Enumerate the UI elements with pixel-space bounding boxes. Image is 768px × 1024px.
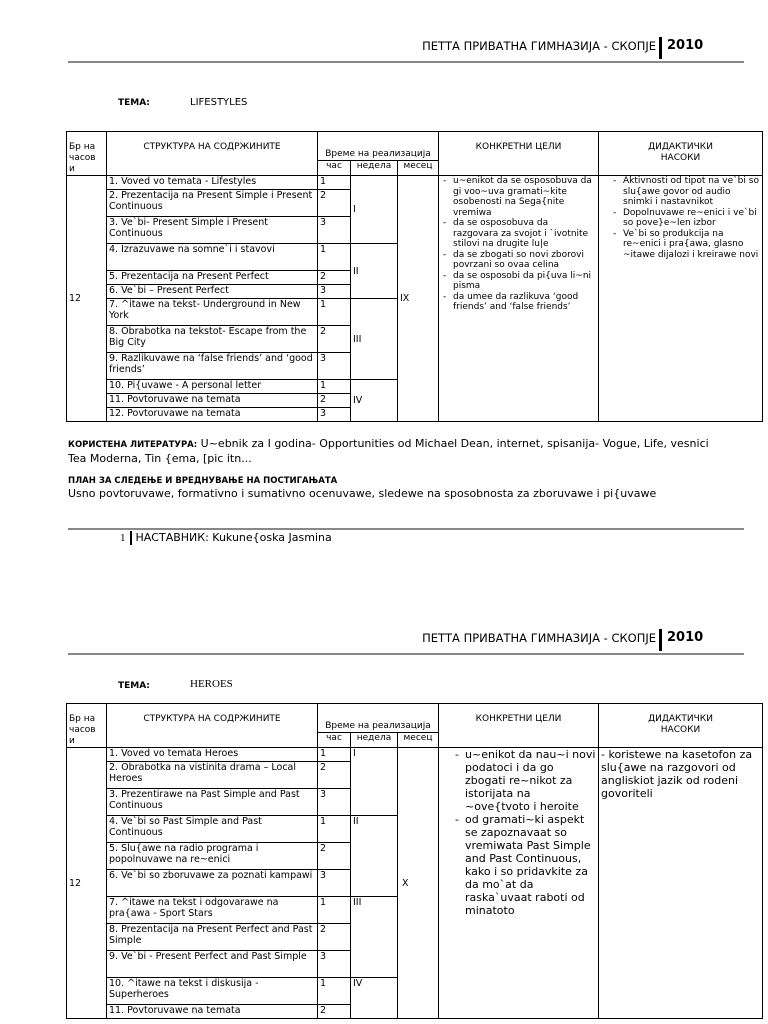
- goal-item: - da se osposobi da pi{uva li~ni pisma: [453, 271, 596, 292]
- col-didactic-header: ДИДАКТИЧКИ НАСОКИ: [599, 704, 763, 748]
- cas-cell: 3: [318, 217, 351, 244]
- page1-header: [0, 37, 768, 67]
- month-cell: X: [398, 748, 439, 1019]
- col-mesec-header: месец: [398, 160, 439, 175]
- content-row: 12. Povtoruvawe na temata: [107, 408, 318, 422]
- plan-text: Usno povtoruvawe, formativno i sumativno ocenuvawe, sledewe na sposobnosta za zboruvawe i pi{uvawe: [68, 487, 657, 500]
- literature-text: U~ebnik za I godina- Opportunities od Michael Dean, internet, spisanija- Vogue, Life, vesnici Tea Moderna, Tin {ema, [pic itn...: [68, 437, 709, 465]
- col-structure-header: СТРУКТУРА НА СОДРЖИНИТЕ: [107, 704, 318, 748]
- goal-item: - od gramati~ki aspekt se zapoznavaat so vremiwata Past Simple and Past Continuous, kako i so pridavkite za da mo`at da raska`uvaat raboti od minatoto: [465, 813, 596, 917]
- col-nedela-header: недела: [351, 732, 398, 747]
- col-cas-header: час: [318, 732, 351, 747]
- didactic-item: - Dopolnuvawe re~enici i ve`bi so pove}e~len izbor: [623, 208, 760, 229]
- literature: [68, 437, 728, 466]
- content-row: 11. Povtoruvawe na temata: [107, 1005, 318, 1019]
- col-goals-header: КОНКРЕТНИ ЦЕЛИ: [439, 132, 599, 176]
- content-row: 8. Prezentacija na Present Perfect and Past Simple: [107, 924, 318, 951]
- plan-label: ПЛАН ЗА СЛЕДЕЊЕ И ВРЕДНУВАЊЕ НА ПОСТИГАЊАТА: [68, 476, 338, 486]
- cas-cell: 3: [318, 951, 351, 978]
- week-cell: III: [351, 897, 398, 978]
- cas-cell: 2: [318, 326, 351, 353]
- week-cell: IV: [351, 978, 398, 1019]
- col-time-header: Време на реализација: [318, 704, 439, 733]
- literature-label: КОРИСТЕНА ЛИТЕРАТУРА:: [68, 440, 198, 450]
- content-row: 5. Slu{awe na radio programa i popolnuvawe na re~enici: [107, 843, 318, 870]
- cas-cell: 2: [318, 762, 351, 789]
- goal-item: - da umee da razlikuva ‘good friends’ and ‘false friends’: [453, 292, 596, 313]
- goal-item: - u~enikot da nau~i novi podatoci i da go zbogati re~nikot za istorijata na ~ove{tvoto i heroite: [465, 748, 596, 813]
- page-footer: [120, 531, 332, 545]
- col-didactic-header: ДИДАКТИЧКИ НАСОКИ: [599, 132, 763, 176]
- week-cell: I: [351, 748, 398, 816]
- cas-cell: 1: [318, 816, 351, 843]
- header-divider: [659, 629, 662, 651]
- cas-cell: 3: [318, 789, 351, 816]
- cas-cell: 2: [318, 1005, 351, 1019]
- col-structure-header: СТРУКТУРА НА СОДРЖИНИТЕ: [107, 132, 318, 176]
- page-number: 1: [120, 532, 126, 544]
- content-row: 11. Povtoruvawe na temata: [107, 394, 318, 408]
- cas-cell: 1: [318, 380, 351, 394]
- content-row: 8. Obrabotka na tekstot- Escape from the Big City: [107, 326, 318, 353]
- goals-cell: [439, 748, 599, 1019]
- cas-cell: 1: [318, 176, 351, 190]
- content-row: 2. Prezentacija na Present Simple i Present Continuous: [107, 190, 318, 217]
- content-row: 10. Pi{uvawe - A personal letter: [107, 380, 318, 394]
- cas-cell: 1: [318, 299, 351, 326]
- goal-item: - da se zbogati so novi zborovi povrzani so ovaa celina: [453, 250, 596, 271]
- content-row: 2. Obrabotka na vistinita drama – Local Heroes: [107, 762, 318, 789]
- cas-cell: 3: [318, 285, 351, 299]
- header-divider: [659, 37, 662, 59]
- content-row: 6. Ve`bi so zboruvawe za poznati kampawi: [107, 870, 318, 897]
- hours-total: 12: [67, 176, 107, 422]
- header-year: 2010: [667, 630, 704, 645]
- plan-table-2: [66, 703, 763, 1019]
- col-time-header: Време на реализација: [318, 132, 439, 161]
- teacher-name: НАСТАВНИК: Kukune{oska Jasmina: [135, 531, 332, 544]
- cas-cell: 3: [318, 870, 351, 897]
- cas-cell: 1: [318, 748, 351, 762]
- goal-item: - u~enikot da se osposobuva da gi voo~uva gramati~kite osobenosti na Sega{nite vremiwa: [453, 176, 596, 218]
- content-row: 4. Ve`bi so Past Simple and Past Continuous: [107, 816, 318, 843]
- col-mesec-header: месец: [398, 732, 439, 747]
- content-row: 9. Ve`bi - Present Perfect and Past Simple: [107, 951, 318, 978]
- col-hours-header: Бр на часов и: [67, 704, 107, 748]
- content-row: 1. Voved vo temata - Lifestyles: [107, 176, 318, 190]
- content-row: 10. ^itawe na tekst i diskusija - Superheroes: [107, 978, 318, 1005]
- content-row: 3. Ve`bi- Present Simple i Present Continuous: [107, 217, 318, 244]
- col-hours-header: Бр на часов и: [67, 132, 107, 176]
- didactic-item: - Aktivnosti od tipot na ve`bi so slu{awe govor od audio snimki i nastavnikot: [623, 176, 760, 208]
- school-name: ПЕТТА ПРИВАТНА ГИМНАЗИЈА - СКОПЈЕ: [422, 39, 656, 53]
- didactic-item: - Ve`bi so produkcija na re~enici i pra{awa, glasno ~itawe dijalozi i kreirawe novi: [623, 229, 760, 261]
- tema-label: ТЕМА:: [118, 681, 150, 691]
- tema-value: LIFESTYLES: [190, 97, 248, 108]
- col-cas-header: час: [318, 160, 351, 175]
- week-cell: II: [351, 816, 398, 897]
- footer-rule: [68, 528, 744, 530]
- footer-divider: [130, 531, 132, 545]
- col-goals-header: КОНКРЕТНИ ЦЕЛИ: [439, 704, 599, 748]
- content-row: 9. Razlikuvawe na ‘false friends’ and ‘good friends’: [107, 353, 318, 380]
- page2-header: [0, 629, 768, 659]
- plan-table-1: [66, 131, 763, 422]
- header-year: 2010: [667, 38, 704, 53]
- content-row: 7. ^itawe na tekst i odgovarawe na pra{awa - Sport Stars: [107, 897, 318, 924]
- cas-cell: 2: [318, 394, 351, 408]
- week-cell: IV: [351, 380, 398, 422]
- content-row: 5. Prezentacija na Present Perfect: [107, 271, 318, 285]
- month-cell: IX: [398, 176, 439, 422]
- week-cell: II: [351, 244, 398, 299]
- week-cell: III: [351, 299, 398, 380]
- content-row: 1. Voved vo temata Heroes: [107, 748, 318, 762]
- col-nedela-header: недела: [351, 160, 398, 175]
- cas-cell: 2: [318, 190, 351, 217]
- cas-cell: 2: [318, 271, 351, 285]
- hours-total: 12: [67, 748, 107, 1019]
- header-rule: [68, 653, 744, 655]
- content-row: 4. Izrazuvawe na somne`i i stavovi: [107, 244, 318, 271]
- goals-cell: [439, 176, 599, 422]
- cas-cell: 1: [318, 244, 351, 271]
- goal-item: - da se osposobuva da razgovara za svojot i `ivotnite stilovi na drugite lu|e: [453, 218, 596, 250]
- cas-cell: 2: [318, 843, 351, 870]
- cas-cell: 2: [318, 924, 351, 951]
- cas-cell: 3: [318, 408, 351, 422]
- content-row: 6. Ve`bi – Present Perfect: [107, 285, 318, 299]
- content-row: 7. ^itawe na tekst- Underground in New York: [107, 299, 318, 326]
- cas-cell: 3: [318, 353, 351, 380]
- week-cell: I: [351, 176, 398, 244]
- cas-cell: 1: [318, 978, 351, 1005]
- tema-label: ТЕМА:: [118, 98, 150, 108]
- didactic-cell: [599, 176, 763, 422]
- content-row: 3. Prezentirawe na Past Simple and Past Continuous: [107, 789, 318, 816]
- school-name: ПЕТТА ПРИВАТНА ГИМНАЗИЈА - СКОПЈЕ: [422, 631, 656, 645]
- didactic-cell: - koristewe na kasetofon za slu{awe na razgovori od angliskiot jazik od rodeni govoriteli: [599, 748, 763, 1019]
- header-rule: [68, 61, 744, 63]
- cas-cell: 1: [318, 897, 351, 924]
- tema-value: HEROES: [190, 678, 233, 690]
